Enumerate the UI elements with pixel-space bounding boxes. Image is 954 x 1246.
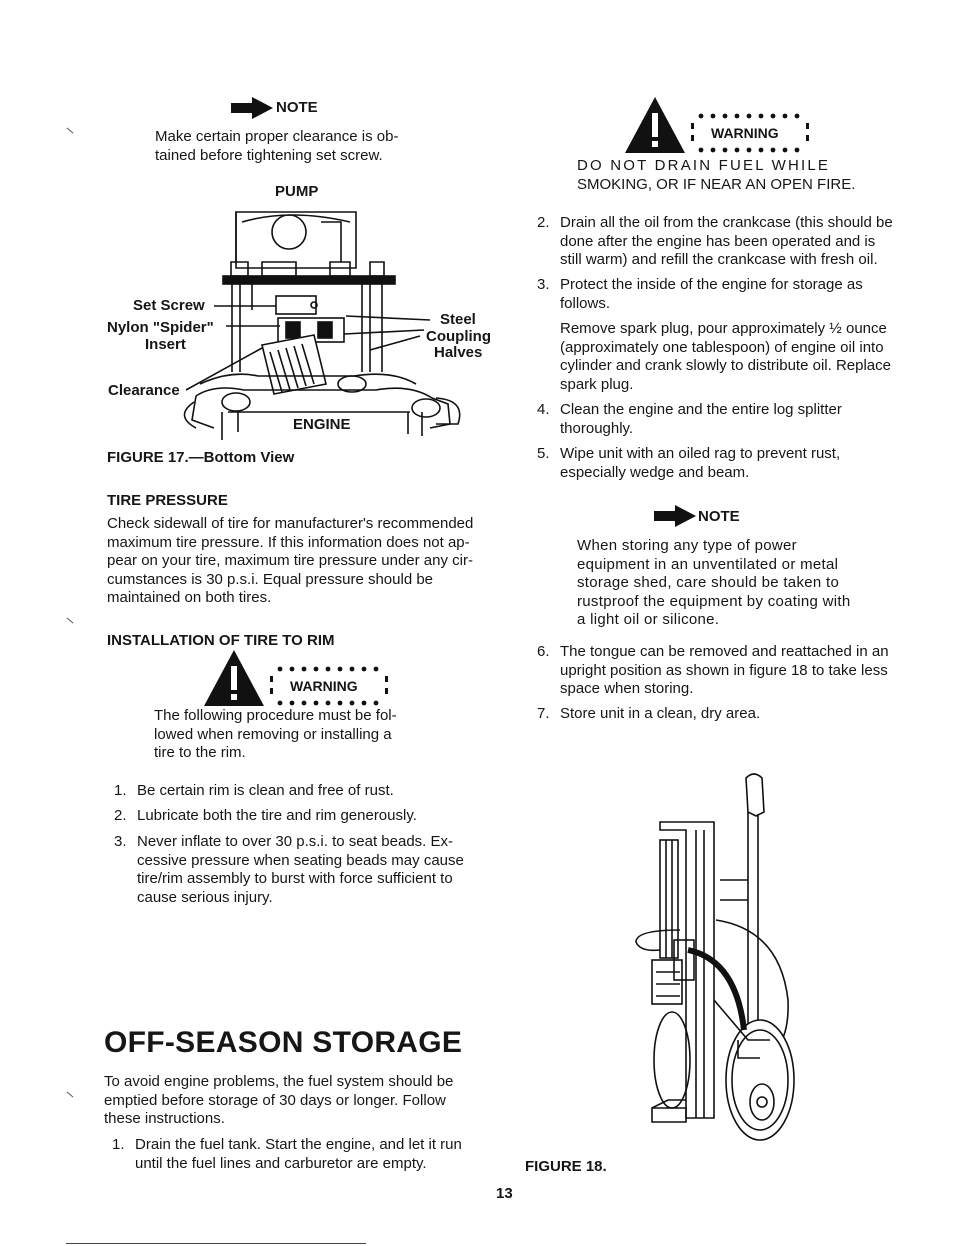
label-nylon-spider: Nylon "Spider" <box>107 319 214 336</box>
label-coupling: Coupling <box>426 328 491 345</box>
label-set-screw: Set Screw <box>133 297 205 314</box>
warning-label: WARNING <box>711 125 779 141</box>
warning-block-right <box>625 97 825 157</box>
figure17-caption: FIGURE 17.—Bottom View <box>107 449 295 466</box>
list-item: 1. Be certain rim is clean and free of rust. <box>114 782 394 799</box>
figure17-pump-label: PUMP <box>275 183 319 200</box>
label-steel: Steel <box>440 311 476 328</box>
off-season-heading: OFF-SEASON STORAGE <box>104 1026 463 1059</box>
figure18-caption: FIGURE 18. <box>525 1158 607 1175</box>
note-label: NOTE <box>276 99 318 116</box>
warning-triangle-icon <box>625 97 685 155</box>
note-label: NOTE <box>698 508 740 525</box>
note-text: Make certain proper clearance is ob- tained before tightening set screw. <box>155 128 399 164</box>
list-item: 5. Wipe unit with an oiled rag to prevent rust, especially wedge and beam. <box>537 445 841 481</box>
list-item: 2. Drain all the oil from the crankcase (this should be done after the engine has been operated and is still warm) and refill the crankcase with fresh oil. <box>537 214 893 269</box>
list-item: 6. The tongue can be removed and reattached in an upright position as shown in figure 18 to take less space when storing. <box>537 643 889 698</box>
warning-triangle-icon <box>204 650 264 708</box>
label-insert: Insert <box>145 336 186 353</box>
list-item: 2. Lubricate both the tire and rim generously. <box>114 807 417 824</box>
bottom-rule <box>66 1243 366 1244</box>
page-number: 13 <box>496 1185 513 1202</box>
margin-mark <box>67 128 74 134</box>
label-engine: ENGINE <box>293 416 351 433</box>
margin-mark <box>67 618 74 624</box>
list-item: 1. Drain the fuel tank. Start the engine, and let it run until the fuel lines and carburetor are empty. <box>112 1136 462 1172</box>
label-halves: Halves <box>434 344 483 361</box>
margin-mark <box>67 1092 74 1098</box>
warning-text-right: DO NOT DRAIN FUEL WHILE SMOKING, OR IF NEAR AN OPEN FIRE. <box>577 157 856 193</box>
warning-text-left: The following procedure must be fol- lowed when removing or installing a tire to the rim. <box>154 707 397 762</box>
warning-label: WARNING <box>290 678 358 694</box>
tire-pressure-heading: TIRE PRESSURE <box>107 492 228 509</box>
note-text: When storing any type of power equipment in an unventilated or metal storage shed, care should be taken to rustproof the equipment by coating with a light oil or silicone. <box>577 537 851 629</box>
off-season-intro: To avoid engine problems, the fuel system should be emptied before storage of 30 days or longer. Follow these instructions. <box>104 1073 454 1128</box>
list-item: 3. Never inflate to over 30 p.s.i. to seat beads. Ex- cessive pressure when seating beads may cause tire/rim assembly to burst with force sufficient to cause serious injury. <box>114 833 464 906</box>
warning-block-left <box>204 650 394 710</box>
step3-detail: Remove spark plug, pour approximately ½ ounce (approximately one tablespoon) of engine oil into cylinder and crank slowly to distribute oil. Replace spark plug. <box>560 320 891 393</box>
list-item: 4. Clean the engine and the entire log splitter thoroughly. <box>537 401 842 437</box>
list-item: 7. Store unit in a clean, dry area. <box>537 705 761 722</box>
label-clearance: Clearance <box>108 382 180 399</box>
installation-heading: INSTALLATION OF TIRE TO RIM <box>107 632 335 649</box>
tire-pressure-text: Check sidewall of tire for manufacturer's recommended maximum tire pressure. If this information does not ap- pear on your tire, maximum tire pressure under any cir- cumstances is 30 p.s.i. Equal pressure should be maintained on both tires. <box>107 515 474 607</box>
list-item: 3. Protect the inside of the engine for storage as follows. <box>537 276 863 312</box>
